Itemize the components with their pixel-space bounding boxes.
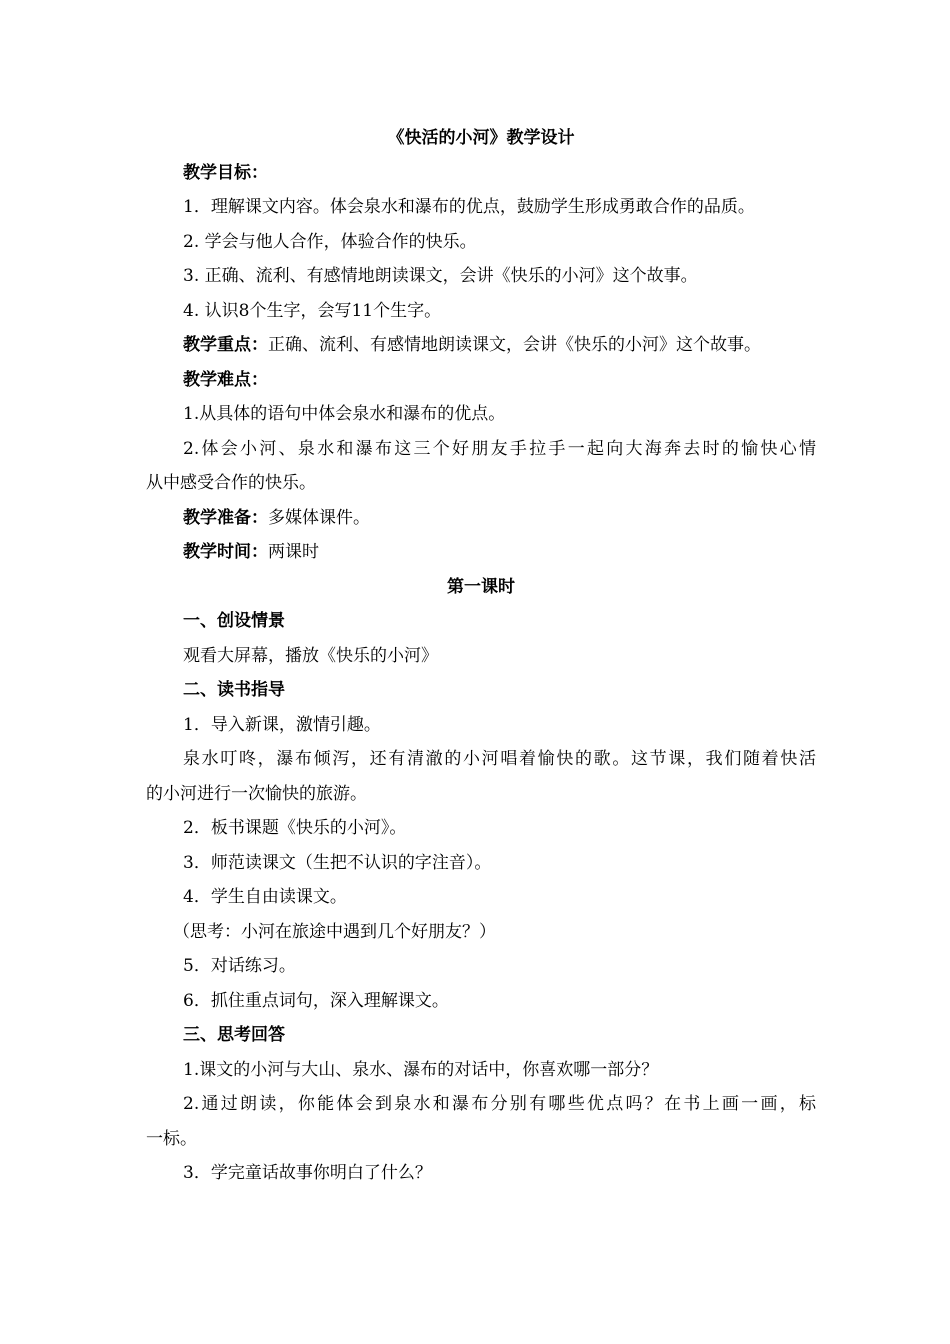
section-2-question: （思考：小河在旅途中遇到几个好朋友？） xyxy=(173,922,496,942)
difficulty-heading: 教学难点： xyxy=(183,370,268,390)
preparation-row xyxy=(183,507,816,529)
section-2-heading: 二、读书指导 xyxy=(183,680,285,700)
difficulty-item-2-line-1: 2.体会小河、泉水和瀑布这三个好朋友手拉手一起向大海奔去时的愉快心情 xyxy=(183,439,816,459)
section-1-heading: 一、创设情景 xyxy=(183,611,285,631)
section-2-para-line-2: 的小河进行一次愉快的旅游。 xyxy=(146,784,367,804)
preparation-heading: 教学准备： xyxy=(183,508,268,528)
section-2-para-line-1: 泉水叮咚，瀑布倾泻，还有清澈的小河唱着愉快的歌。这节课，我们随着快活 xyxy=(183,749,816,769)
section-1-text: 观看大屏幕，播放《快乐的小河》 xyxy=(183,646,438,666)
document-title: 《快活的小河》教学设计 xyxy=(387,128,575,148)
objective-item-2: 2. 学会与他人合作，体验合作的快乐。 xyxy=(183,232,477,252)
objective-item-3: 3. 正确、流利、有感情地朗读课文，会讲《快乐的小河》这个故事。 xyxy=(183,266,698,286)
section-3-item-2-line-1: 2.通过朗读，你能体会到泉水和瀑布分别有哪些优点吗？在书上画一画，标 xyxy=(183,1094,816,1114)
time-heading: 教学时间： xyxy=(183,542,268,562)
objective-item-1: 1．理解课文内容。体会泉水和瀑布的优点，鼓励学生形成勇敢合作的品质。 xyxy=(183,197,755,217)
key-point-row xyxy=(183,334,816,356)
objective-item-4: 4. 认识8个生字，会写11个生字。 xyxy=(183,301,442,321)
time-text: 两课时 xyxy=(268,542,319,562)
preparation-text: 多媒体课件。 xyxy=(268,508,370,528)
section-3-item-2-line-2: 一标。 xyxy=(146,1129,197,1149)
difficulty-item-2-line-2: 从中感受合作的快乐。 xyxy=(146,473,316,493)
section-3-item-3: 3．学完童话故事你明白了什么？ xyxy=(183,1163,432,1183)
lesson-title: 第一课时 xyxy=(447,577,515,597)
section-2-item-3: 3．师范读课文（生把不认识的字注音）。 xyxy=(183,853,492,873)
key-point-heading: 教学重点： xyxy=(183,335,268,355)
section-3-heading: 三、思考回答 xyxy=(183,1025,285,1045)
time-row xyxy=(183,541,816,563)
key-point-text: 正确、流利、有感情地朗读课文，会讲《快乐的小河》这个故事。 xyxy=(268,335,761,355)
section-2-item-4: 4．学生自由读课文。 xyxy=(183,887,347,907)
difficulty-item-1: 1.从具体的语句中体会泉水和瀑布的优点。 xyxy=(183,404,506,424)
objectives-heading: 教学目标： xyxy=(183,163,268,183)
section-2-item-2: 2．板书课题《快乐的小河》。 xyxy=(183,818,407,838)
section-3-item-1: 1.课文的小河与大山、泉水、瀑布的对话中，你喜欢哪一部分？ xyxy=(183,1060,659,1080)
section-2-item-6: 6．抓住重点词句，深入理解课文。 xyxy=(183,991,449,1011)
section-2-item-1: 1．导入新课，激情引趣。 xyxy=(183,715,381,735)
section-2-item-5: 5．对话练习。 xyxy=(183,956,296,976)
